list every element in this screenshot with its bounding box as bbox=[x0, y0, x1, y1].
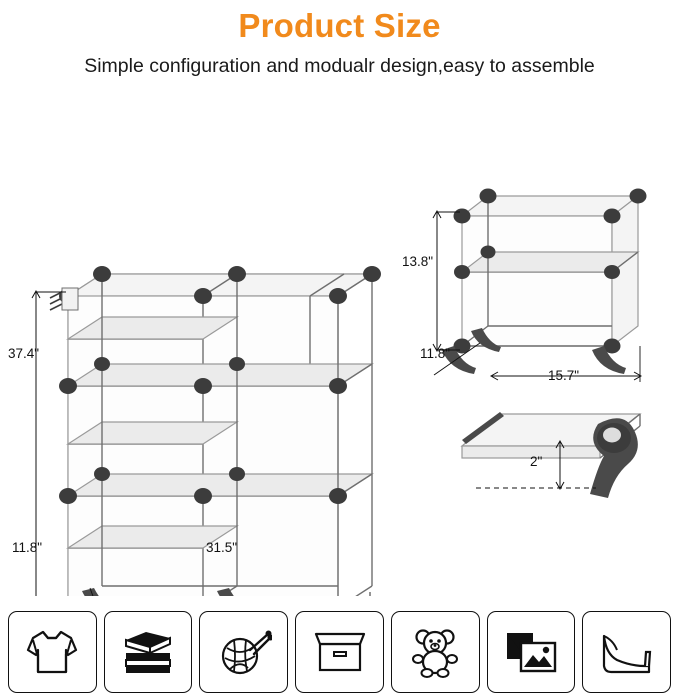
small-unit-drawing bbox=[433, 189, 647, 383]
dim-label-small-depth: 11.8" bbox=[420, 346, 451, 361]
side-hooks bbox=[50, 288, 78, 310]
dim-label-detail-thickness: 2" bbox=[530, 454, 543, 469]
use-case-icon-strip bbox=[8, 611, 671, 693]
icon-card-shoes bbox=[582, 611, 671, 693]
photo-frame-icon bbox=[503, 629, 559, 675]
page-subtitle: Simple configuration and modualr design,easy to assemble bbox=[84, 55, 595, 77]
icon-card-photo bbox=[487, 611, 576, 693]
storage-box-icon bbox=[312, 628, 368, 676]
dim-label-main-height: 37.4" bbox=[8, 346, 40, 361]
icon-card-yarn bbox=[199, 611, 288, 693]
dim-small-height bbox=[433, 211, 460, 351]
product-diagrams bbox=[0, 96, 679, 596]
icon-card-clothes bbox=[8, 611, 97, 693]
icon-card-teddy-bear bbox=[391, 611, 480, 693]
dim-label-small-height: 13.8" bbox=[402, 254, 434, 269]
page-title: Product Size bbox=[238, 7, 441, 44]
dim-label-main-width: 31.5" bbox=[206, 540, 238, 555]
icon-card-books bbox=[104, 611, 193, 693]
dim-label-small-width: 15.7" bbox=[548, 368, 580, 383]
dim-label-main-depth: 11.8" bbox=[12, 540, 43, 555]
icon-card-storage-box bbox=[295, 611, 384, 693]
tshirt-icon bbox=[25, 626, 79, 678]
detail-drawing bbox=[462, 412, 640, 498]
yarn-icon bbox=[216, 626, 272, 678]
books-icon bbox=[120, 626, 176, 678]
teddy-bear-icon bbox=[409, 626, 461, 678]
diagram-stage bbox=[0, 96, 679, 596]
page-header bbox=[0, 0, 679, 80]
high-heel-icon bbox=[599, 628, 655, 676]
